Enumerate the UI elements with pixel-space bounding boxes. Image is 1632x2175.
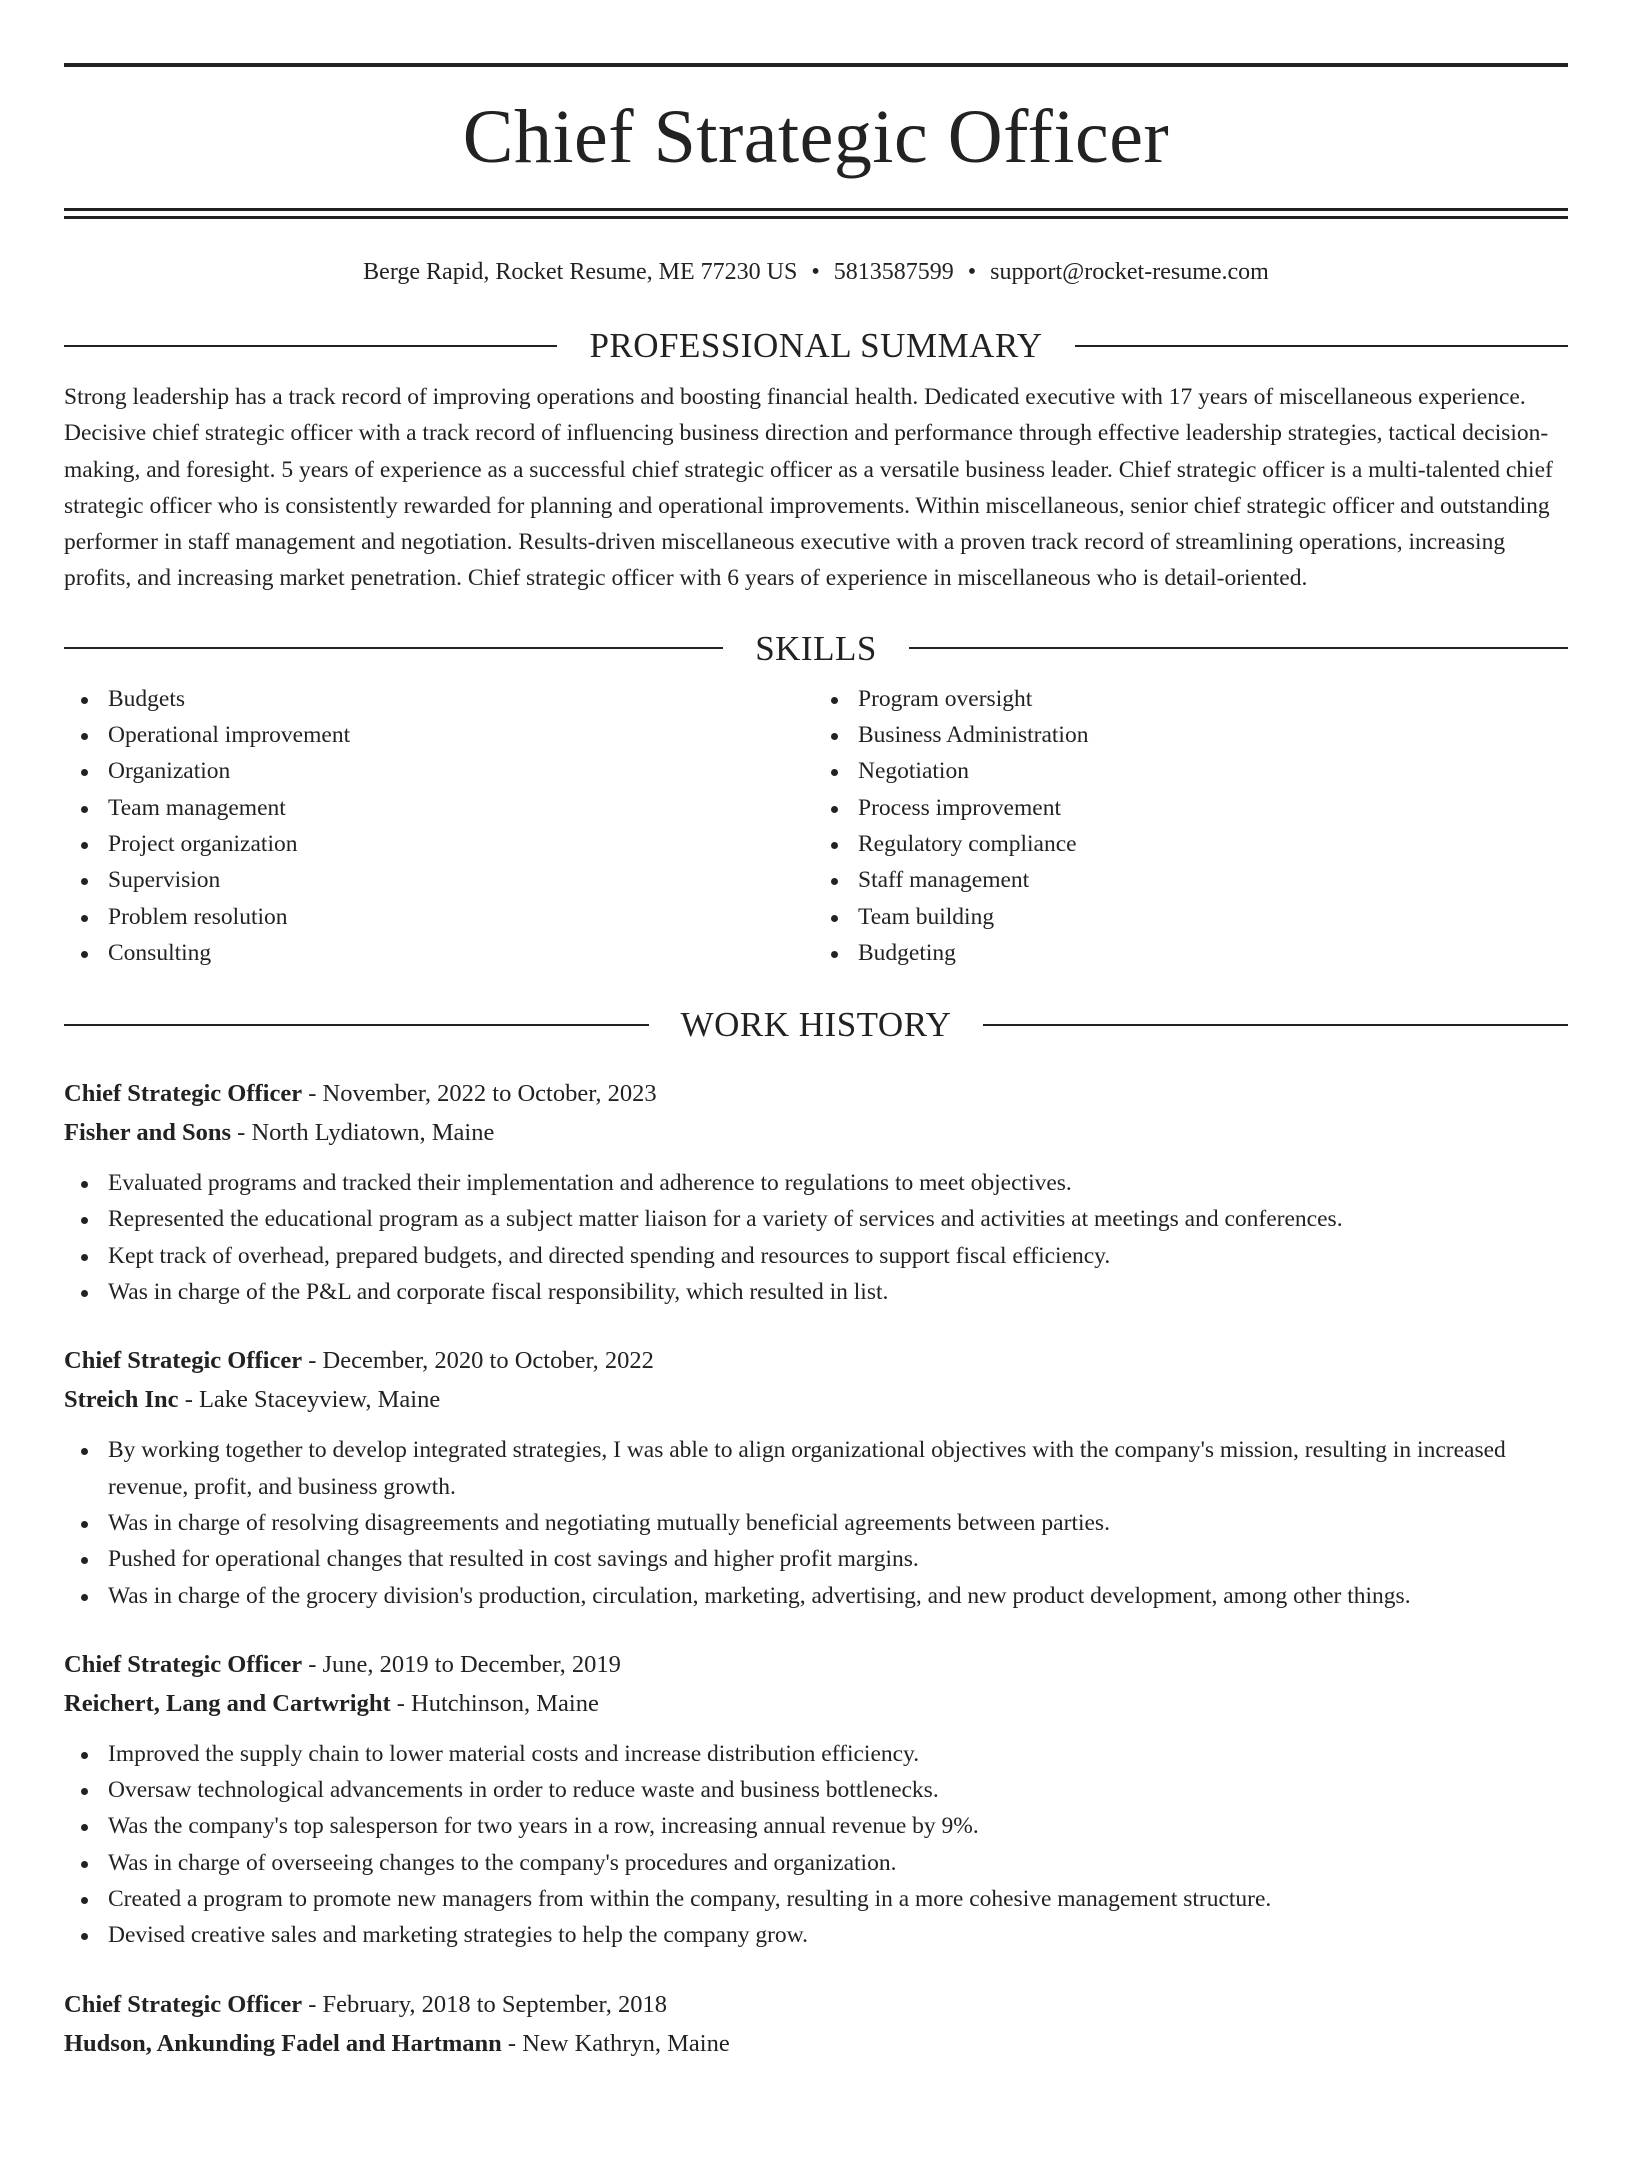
job-bullet: Created a program to promote new managers from within the company, resulting in a more cohesive management structure. [64, 1881, 1568, 1917]
job-bullet: Evaluated programs and tracked their implementation and adherence to regulations to meet objectives. [64, 1165, 1568, 1201]
contact-email: support@rocket-resume.com [990, 259, 1269, 285]
skill-item: Budgeting [816, 935, 1568, 971]
job-dates: - February, 2018 to September, 2018 [302, 1990, 667, 2018]
job-bullet: Was in charge of overseeing changes to the company's procedures and organization. [64, 1845, 1568, 1881]
skill-item: Project organization [64, 826, 816, 862]
job-title-line [64, 1646, 1568, 1684]
skill-item: Problem resolution [64, 899, 816, 935]
job-company: Hudson, Ankunding Fadel and Hartmann [64, 2029, 502, 2057]
divider-line [1075, 345, 1568, 347]
job-bullet: Was in charge of the P&L and corporate fiscal responsibility, which resulted in list. [64, 1274, 1568, 1310]
summary-heading-label: PROFESSIONAL SUMMARY [589, 326, 1043, 365]
skill-item: Negotiation [816, 753, 1568, 789]
skills-list [64, 681, 1568, 971]
job-title: Chief Strategic Officer [64, 1080, 303, 1108]
job-dates: - June, 2019 to December, 2019 [302, 1650, 621, 1678]
job-location: - Hutchinson, Maine [390, 1689, 599, 1717]
job-title: Chief Strategic Officer [64, 1990, 303, 2018]
job-company-line [64, 1381, 1568, 1419]
skill-item: Operational improvement [64, 717, 816, 753]
job-company: Streich Inc [64, 1386, 179, 1414]
divider-line [64, 345, 557, 347]
skills-heading-label: SKILLS [755, 628, 877, 668]
job-bullet: Oversaw technological advancements in order to reduce waste and business bottlenecks. [64, 1772, 1568, 1808]
job-bullet: Represented the educational program as a subject matter liaison for a variety of services and activities at meetings and conferences. [64, 1201, 1568, 1237]
job-bullet: Kept track of overhead, prepared budgets, and directed spending and resources to support fiscal efficiency. [64, 1238, 1568, 1274]
job-company-line [64, 2025, 1568, 2063]
divider-line [983, 1024, 1568, 1026]
job-location: - North Lydiatown, Maine [231, 1119, 495, 1147]
work-history-heading-label: WORK HISTORY [680, 1005, 952, 1045]
skills-column-right [816, 681, 1568, 971]
job-entry [64, 1075, 1568, 1310]
skill-item: Budgets [64, 681, 816, 717]
skills-column-left [64, 681, 816, 971]
skill-item: Staff management [816, 862, 1568, 898]
skill-item: Supervision [64, 862, 816, 898]
work-history-heading [64, 1005, 1568, 1045]
skill-item: Organization [64, 753, 816, 789]
divider-line [909, 647, 1568, 649]
contact-line [64, 257, 1568, 287]
job-title: Chief Strategic Officer [64, 1650, 303, 1678]
skill-item: Consulting [64, 935, 816, 971]
job-title-line [64, 1075, 1568, 1113]
job-bullet: Pushed for operational changes that resulted in cost savings and higher profit margins. [64, 1541, 1568, 1577]
job-bullets [64, 1736, 1568, 1954]
job-bullet: Was in charge of resolving disagreements and negotiating mutually beneficial agreements between parties. [64, 1505, 1568, 1541]
job-dates: - November, 2022 to October, 2023 [302, 1080, 657, 1108]
divider-line [64, 1024, 649, 1026]
contact-separator: • [967, 259, 977, 285]
resume-title: Chief Strategic Officer [462, 95, 1170, 179]
skill-item: Regulatory compliance [816, 826, 1568, 862]
job-location: - Lake Staceyview, Maine [178, 1386, 441, 1414]
job-bullet: Was the company's top salesperson for two years in a row, increasing annual revenue by 9%. [64, 1808, 1568, 1844]
contact-separator: • [811, 259, 820, 285]
divider-line [64, 647, 723, 649]
job-bullet: Was in charge of the grocery division's production, circulation, marketing, advertising, and new product development, among other things. [64, 1578, 1568, 1614]
job-company: Fisher and Sons [64, 1119, 232, 1147]
skill-item: Business Administration [816, 717, 1568, 753]
job-bullet: Devised creative sales and marketing strategies to help the company grow. [64, 1917, 1568, 1953]
job-bullet: By working together to develop integrated strategies, I was able to align organizational objectives with the company's mission, resulting in increased revenue, profit, and business growth. [64, 1432, 1568, 1505]
job-entry [64, 1342, 1568, 1613]
title-double-rule [64, 208, 1568, 219]
summary-text: Strong leadership has a track record of improving operations and boosting financial health. Dedicated executive with 17 years of miscellaneous experience. Decisive chief strategic officer with a track record of influencing business direction and performance through effective leadership strategies, tactical decision-making, and foresight. 5 years of experience as a successful chief strategic officer as a versatile business leader. Chief strategic officer is a multi-talented chief strategic officer who is consistently rewarded for planning and operational improvements. Within miscellaneous, senior chief strategic officer and outstanding performer in staff management and negotiation. Results-driven miscellaneous executive with a proven track record of streamlining operations, increasing profits, and increasing market penetration. Chief strategic officer with 6 years of experience in miscellaneous who is detail-oriented. [64, 384, 1553, 592]
job-bullets [64, 1165, 1568, 1310]
job-title: Chief Strategic Officer [64, 1347, 303, 1375]
skill-item: Process improvement [816, 790, 1568, 826]
job-company-line [64, 1114, 1568, 1152]
job-company-line [64, 1685, 1568, 1723]
contact-phone: 5813587599 [833, 259, 954, 285]
summary-heading [64, 328, 1568, 363]
job-title-line [64, 1342, 1568, 1380]
contact-address: Berge Rapid, Rocket Resume, ME 77230 US [363, 259, 798, 285]
job-dates: - December, 2020 to October, 2022 [302, 1347, 654, 1375]
job-title-line [64, 1986, 1568, 2024]
job-company: Reichert, Lang and Cartwright [64, 1689, 391, 1717]
skill-item: Team management [64, 790, 816, 826]
job-bullets [64, 1432, 1568, 1613]
job-entry [64, 1986, 1568, 2063]
skill-item: Program oversight [816, 681, 1568, 717]
resume-page [0, 63, 1632, 2175]
job-entry [64, 1646, 1568, 1954]
skill-item: Team building [816, 899, 1568, 935]
job-bullet: Improved the supply chain to lower material costs and increase distribution efficiency. [64, 1736, 1568, 1772]
skills-heading [64, 628, 1568, 668]
job-location: - New Kathryn, Maine [501, 2029, 730, 2057]
